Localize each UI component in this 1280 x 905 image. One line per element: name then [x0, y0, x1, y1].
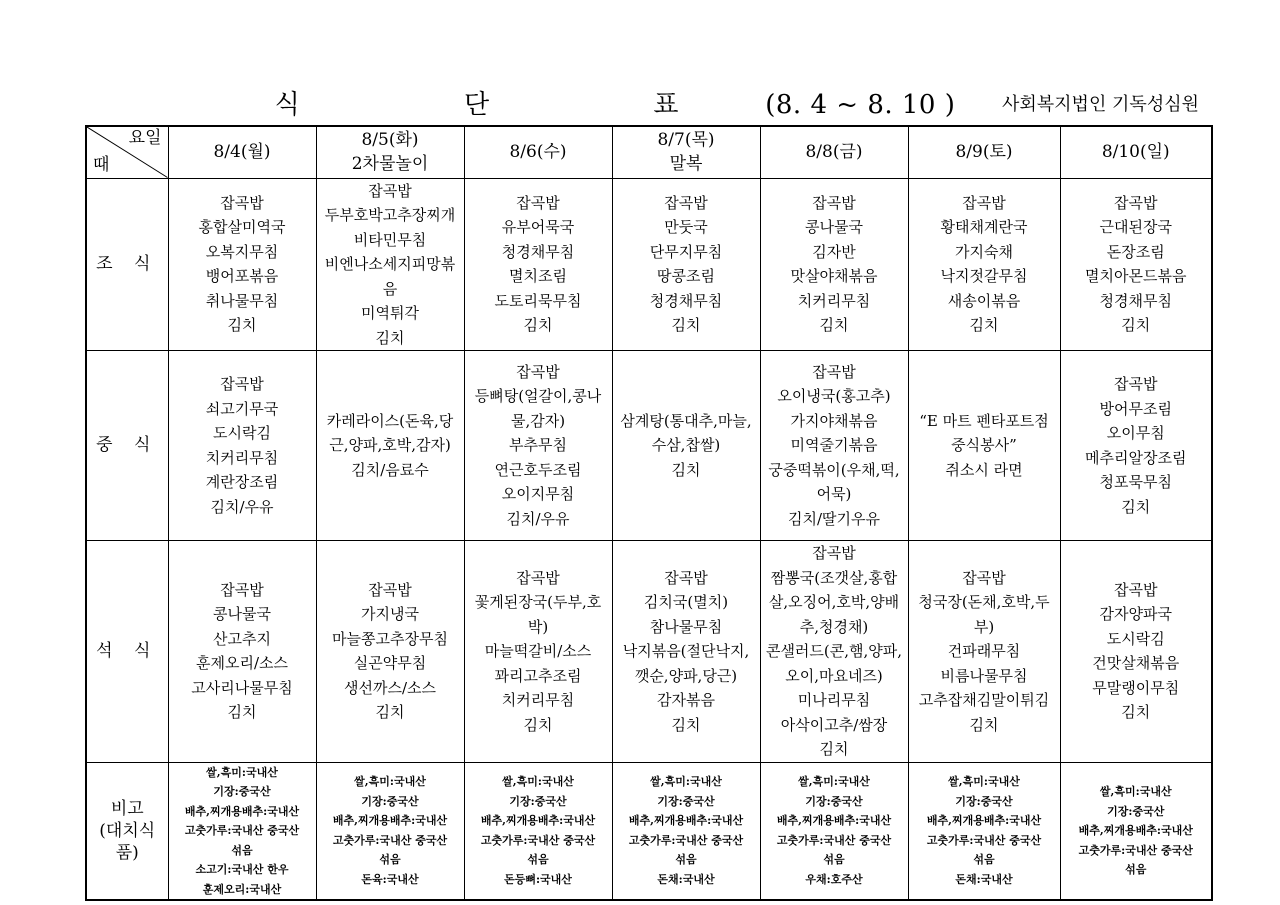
- day-header: 8/10(일): [1060, 126, 1212, 178]
- origin-note-cell: [612, 762, 760, 900]
- menu-cell: [908, 351, 1060, 541]
- menu-item: 짬뽕국(조갯살,홍합: [770, 568, 898, 587]
- origin-note-item: 섞음: [231, 843, 253, 857]
- menu-item: 무말랭이무침: [1092, 678, 1180, 697]
- menu-item: “E 마트 펜타포트점: [919, 411, 1049, 430]
- menu-item: 수삼,찹쌀): [651, 436, 721, 455]
- menu-cell: [612, 541, 760, 763]
- menu-item: 잡곡밥: [962, 193, 1006, 212]
- origin-note-item: 배추,찌개용배추:국내산: [1078, 824, 1193, 837]
- menu-item: 생선까스/소스: [344, 678, 436, 697]
- menu-item: 삼계탕(통대추,마늘,: [620, 411, 752, 430]
- menu-cell: [316, 541, 464, 763]
- menu-item: 깻순,양파,당근): [634, 666, 738, 685]
- menu-item: 오이무침: [1106, 424, 1165, 442]
- menu-item: 땅콩조림: [657, 267, 715, 286]
- menu-item: 잡곡밥: [664, 568, 708, 587]
- menu-item: 잡곡밥: [812, 544, 856, 562]
- origin-note-item: 섞음: [1125, 863, 1147, 876]
- menu-cell: [612, 351, 760, 541]
- menu-item: 김자반: [812, 242, 856, 261]
- note-label: 비고 (대치식품): [86, 762, 168, 900]
- menu-item: 김치: [671, 316, 701, 335]
- menu-item: 고사리나물무침: [191, 678, 293, 697]
- menu-item: 멸치아몬드볶음: [1085, 267, 1187, 286]
- origin-note-item: 배추,찌개용배추:국내산: [332, 814, 448, 828]
- menu-item: 도시락김: [1106, 629, 1165, 648]
- menu-item: 미나리무침: [797, 691, 871, 709]
- origin-note-item: 돈육:국내산: [361, 872, 419, 886]
- origin-note-item: 고춧가루:국내산 중국산: [1078, 843, 1193, 857]
- menu-item: 김치: [227, 703, 257, 722]
- corner-cell: [86, 126, 168, 178]
- day-header: 8/8(금): [760, 126, 908, 178]
- menu-item: 궁중떡볶이(우채,떡,: [768, 460, 900, 479]
- origin-note-item: 기장:중국산: [509, 794, 567, 808]
- menu-item: 유부어묵국: [501, 218, 575, 237]
- meal-label: 중 식: [86, 351, 168, 541]
- origin-note-item: 배추,찌개용배추:국내산: [184, 804, 300, 818]
- menu-item: 김치: [1121, 703, 1151, 722]
- menu-item: 김치: [969, 316, 999, 335]
- menu-item: 청경채무침: [649, 291, 723, 310]
- menu-item: 돈장조림: [1106, 242, 1165, 261]
- origin-note-item: 섞음: [973, 853, 995, 867]
- menu-item: 치커리무침: [205, 448, 279, 467]
- menu-item: 김치: [671, 460, 701, 479]
- menu-cell: [1060, 541, 1212, 763]
- corner-label-time: 때: [93, 154, 110, 175]
- origin-note-item: 기장:중국산: [361, 794, 419, 808]
- menu-item: 미역튀각: [361, 304, 419, 322]
- menu-item: 어묵): [816, 485, 852, 504]
- origin-note-item: 배추,찌개용배추:국내산: [628, 814, 744, 828]
- menu-item: 단무지무침: [649, 242, 723, 261]
- menu-item: 김치: [1121, 497, 1151, 516]
- menu-item: 방어무조림: [1099, 399, 1172, 418]
- menu-item: 김치: [375, 328, 405, 347]
- menu-cell: [168, 178, 316, 351]
- origin-note-cell: [316, 762, 464, 900]
- menu-item: 잡곡밥: [220, 375, 264, 393]
- menu-item: 김치: [227, 316, 257, 335]
- menu-item: 김치/딸기우유: [788, 509, 880, 528]
- origin-note-item: 배추,찌개용배추:국내산: [480, 814, 596, 828]
- menu-cell: [908, 178, 1060, 351]
- menu-item: 잡곡밥: [368, 181, 412, 200]
- origin-note-item: 쌀,흑미:국내산: [948, 775, 1020, 789]
- origin-note-item: 기장:중국산: [1107, 804, 1165, 818]
- organization-name: 사회복지법인 기독성심원: [1002, 94, 1199, 115]
- menu-item: 김치국(멸치): [643, 593, 729, 611]
- menu-cell: [464, 541, 612, 763]
- origin-note-item: 고춧가루:국내산 중국산: [332, 833, 448, 847]
- menu-item: 황태채계란국: [940, 218, 1028, 237]
- menu-item: 멸치조림: [509, 267, 567, 286]
- menu-item: 계란장조림: [205, 473, 279, 491]
- menu-item: 쇠고기무국: [205, 399, 279, 418]
- menu-cell: [168, 351, 316, 541]
- origin-note-cell: [1060, 762, 1212, 900]
- origin-note-item: 배추,찌개용배추:국내산: [926, 814, 1042, 828]
- menu-item: 청경채무침: [501, 242, 575, 261]
- menu-item: 취나물무침: [205, 291, 279, 310]
- menu-item: 도토리묵무침: [494, 291, 582, 310]
- day-header: 8/9(토): [908, 126, 1060, 178]
- corner-label-day: 요일: [128, 128, 162, 148]
- origin-note-item: 배추,찌개용배추:국내산: [776, 814, 892, 828]
- title-main: 식 단 표: [274, 90, 757, 120]
- menu-item: 잡곡밥: [220, 580, 264, 599]
- origin-note-item: 쌀,흑미:국내산: [650, 775, 722, 789]
- menu-item: 카레라이스(돈육,당: [326, 411, 454, 430]
- origin-note-item: 훈제오리:국내산: [202, 882, 282, 896]
- menu-item: 잡곡밥: [516, 193, 560, 212]
- menu-item: 감자양파국: [1099, 605, 1172, 624]
- day-header: 8/7(목) 말복: [612, 126, 760, 178]
- menu-cell: [316, 178, 464, 351]
- origin-note-item: 소고기:국내산 한우: [195, 863, 289, 876]
- menu-item: 김치: [523, 316, 553, 335]
- menu-item: 청국장(돈채,호박,두: [918, 593, 1050, 611]
- menu-item: 잡곡밥: [1114, 375, 1158, 393]
- origin-note-item: 고춧가루:국내산 중국산: [184, 824, 300, 837]
- origin-note-item: 쌀,흑미:국내산: [502, 775, 574, 789]
- menu-item: 김치/우유: [506, 509, 570, 528]
- menu-item: 메추리알장조림: [1085, 448, 1187, 467]
- menu-item: 오이냉국(홍고추): [777, 387, 891, 406]
- origin-note-item: 기장:중국산: [657, 794, 715, 808]
- origin-note-item: 고춧가루:국내산 중국산: [776, 833, 892, 847]
- day-header: 8/4(월): [168, 126, 316, 178]
- menu-item: 미역줄기볶음: [790, 436, 878, 455]
- origin-note-item: 쌀,흑미:국내산: [206, 765, 278, 779]
- menu-item: 비엔나소세지피망볶: [324, 255, 456, 273]
- menu-cell: [760, 541, 908, 763]
- menu-item: 산고추지: [213, 629, 271, 648]
- menu-cell: [464, 178, 612, 351]
- origin-note-item: 기장:중국산: [805, 794, 863, 808]
- note-row: [86, 762, 1212, 900]
- origin-note-item: 기장:중국산: [955, 794, 1013, 808]
- menu-cell: [1060, 178, 1212, 351]
- origin-note-cell: [908, 762, 1060, 900]
- origin-note-item: 돈채:국내산: [657, 872, 715, 886]
- menu-cell: [760, 178, 908, 351]
- menu-item: 감자볶음: [657, 691, 715, 709]
- menu-item: 뱅어포볶음: [205, 267, 279, 286]
- origin-note-item: 쌀,흑미:국내산: [798, 775, 870, 789]
- meal-label: 조 식: [86, 178, 168, 351]
- meal-plan-table: [85, 125, 1213, 901]
- origin-note-item: 쌀,흑미:국내산: [1099, 785, 1172, 798]
- origin-note-item: 고춧가루:국내산 중국산: [628, 833, 744, 847]
- menu-item: 두부호박고추장찌개: [324, 206, 456, 224]
- breakfast-row: [86, 178, 1212, 351]
- menu-item: 참나물무침: [649, 617, 723, 636]
- menu-item: 콘샐러드(콘,햄,양파,: [765, 642, 903, 660]
- menu-item: 김치: [671, 715, 701, 734]
- menu-item: 치커리무침: [501, 691, 575, 709]
- menu-item: 비타민무침: [353, 230, 427, 249]
- menu-item: 실곤약무침: [353, 654, 427, 673]
- menu-item: 연근호두조림: [494, 460, 582, 479]
- menu-item: 잡곡밥: [1114, 580, 1158, 599]
- menu-item: 새송이볶음: [947, 291, 1021, 310]
- menu-item: 비름나물무침: [940, 666, 1028, 685]
- menu-cell: [316, 351, 464, 541]
- menu-cell: [1060, 351, 1212, 541]
- menu-item: 맛살야채볶음: [790, 267, 878, 286]
- origin-note-cell: [168, 762, 316, 900]
- origin-note-cell: [760, 762, 908, 900]
- menu-item: 낙지볶음(절단낙지,: [622, 642, 750, 660]
- menu-item: 홍합살미역국: [198, 218, 286, 237]
- menu-item: 콩나물국: [805, 218, 863, 237]
- menu-item: 건파래무침: [947, 642, 1021, 660]
- menu-item: 꽈리고추조림: [494, 666, 582, 685]
- origin-note-item: 쌀,흑미:국내산: [354, 775, 426, 789]
- menu-item: 김치/우유: [210, 497, 274, 516]
- menu-item: 부): [973, 617, 995, 636]
- menu-item: 마늘떡갈비/소스: [484, 642, 592, 660]
- menu-item: 근대된장국: [1099, 218, 1172, 237]
- origin-note-item: 고춧가루:국내산 중국산: [480, 833, 596, 847]
- menu-item: 훈제오리/소스: [196, 654, 288, 673]
- menu-item: 잡곡밥: [220, 193, 264, 212]
- menu-item: 근,양파,호박,감자): [329, 436, 451, 455]
- menu-item: 물,감자): [510, 411, 566, 430]
- menu-item: 치커리무침: [797, 291, 871, 310]
- menu-item: 콩나물국: [213, 605, 271, 624]
- menu-item: 오이지무침: [501, 485, 575, 504]
- menu-item: 오복지무침: [205, 242, 279, 261]
- menu-cell: [908, 541, 1060, 763]
- menu-item: 가지야채볶음: [790, 411, 878, 430]
- menu-item: 김치: [523, 715, 553, 734]
- menu-item: 건맛살채볶음: [1092, 654, 1180, 673]
- menu-item: 도시락김: [213, 424, 271, 442]
- menu-item: 김치: [1121, 316, 1151, 335]
- menu-item: 잡곡밥: [1114, 193, 1158, 212]
- origin-note-item: 고춧가루:국내산 중국산: [926, 833, 1042, 847]
- lunch-row: [86, 351, 1212, 541]
- menu-item: 부추무침: [509, 436, 567, 455]
- menu-item: 김치: [969, 715, 999, 734]
- menu-item: 잡곡밥: [664, 193, 708, 212]
- origin-note-item: 기장:중국산: [213, 785, 271, 798]
- header-row: [86, 126, 1212, 178]
- menu-item: 김치: [819, 740, 849, 758]
- menu-item: 음: [382, 279, 398, 298]
- origin-note-item: 섞음: [823, 853, 845, 867]
- menu-item: 잡곡밥: [812, 362, 856, 381]
- menu-cell: [760, 351, 908, 541]
- menu-cell: [464, 351, 612, 541]
- menu-item: 가지냉국: [361, 605, 419, 624]
- menu-item: 가지숙채: [955, 242, 1013, 261]
- day-header: 8/6(수): [464, 126, 612, 178]
- menu-item: 등뼈탕(얼갈이,콩나: [474, 387, 602, 406]
- menu-item: 꽃게된장국(두부,호: [474, 593, 602, 611]
- menu-item: 낙지젓갈무침: [940, 267, 1028, 286]
- origin-note-item: 섞음: [527, 853, 549, 867]
- origin-note-item: 섞음: [675, 853, 697, 867]
- menu-item: 박): [527, 617, 549, 636]
- menu-item: 만둣국: [664, 218, 708, 237]
- title-date-range: (8. 4 ~ 8. 10 ): [765, 90, 956, 120]
- dinner-row: [86, 541, 1212, 763]
- menu-item: 잡곡밥: [516, 568, 560, 587]
- menu-item: 청경채무침: [1099, 291, 1172, 310]
- origin-note-item: 돈채:국내산: [955, 872, 1013, 886]
- menu-item: 고추잡채김말이튀김: [918, 691, 1050, 709]
- menu-item: 김치: [375, 703, 405, 722]
- menu-item: 잡곡밥: [516, 362, 560, 381]
- day-header: 8/5(화) 2차물놀이: [316, 126, 464, 178]
- menu-cell: [612, 178, 760, 351]
- menu-item: 잡곡밥: [368, 580, 412, 599]
- origin-note-item: 우채:호주산: [805, 872, 863, 886]
- origin-note-item: 섞음: [379, 853, 401, 867]
- menu-cell: [168, 541, 316, 763]
- menu-item: 살,오징어,호박,양배: [768, 593, 900, 611]
- menu-item: 마늘쫑고추장무침: [332, 629, 448, 648]
- menu-item: 추,청경채): [799, 617, 869, 636]
- origin-note-cell: [464, 762, 612, 900]
- menu-item: 잡곡밥: [812, 193, 856, 212]
- menu-item: 중식봉사”: [951, 436, 1017, 455]
- menu-item: 잡곡밥: [962, 568, 1006, 587]
- meal-label: 석 식: [86, 541, 168, 763]
- menu-item: 청포묵무침: [1099, 473, 1172, 491]
- menu-item: 오이,마요네즈): [785, 666, 883, 685]
- menu-item: 김치: [819, 316, 849, 335]
- menu-item: 김치/음료수: [351, 460, 429, 479]
- origin-note-item: 돈등뼈:국내산: [504, 872, 572, 886]
- menu-item: 아삭이고추/쌈장: [780, 715, 888, 734]
- menu-item: 쥐소시 라면: [945, 460, 1023, 479]
